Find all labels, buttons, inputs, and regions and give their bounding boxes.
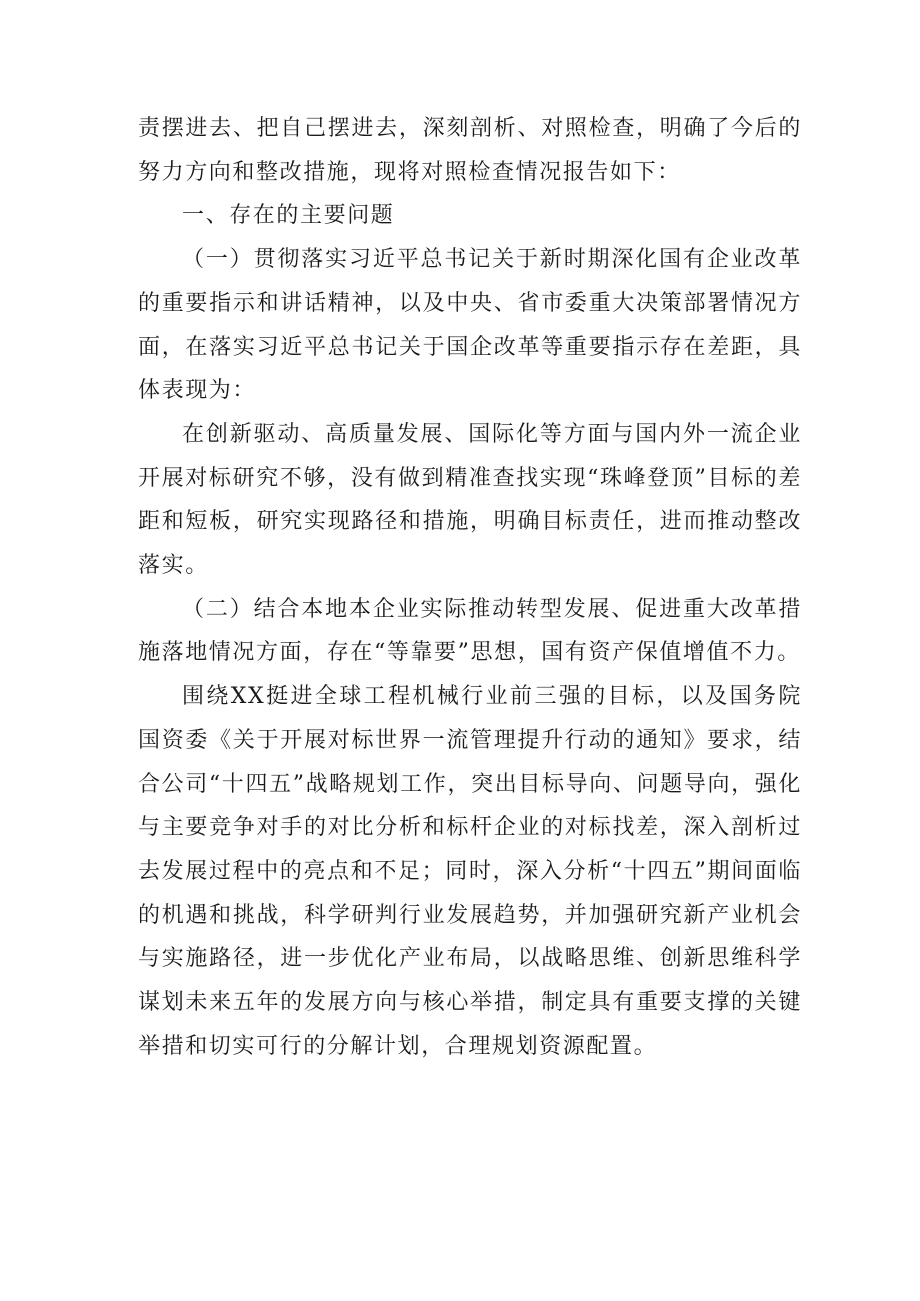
paragraph-body-1: 在创新驱动、高质量发展、国际化等方面与国内外一流企业开展对标研究不够，没有做到精准查找实现“珠峰登顶”目标的差距和短板，研究实现路径和措施，明确目标责任，进而推动整改落实。 [138, 421, 802, 579]
paragraph-subheading-2: （二）结合本地本企业实际推动转型发展、促进重大改革措施落地情况方面，存在“等靠要”思想，国有资产保值增值不力。 [138, 596, 802, 666]
paragraph-subheading-1: （一）贯彻落实习近平总书记关于新时期深化国有企业改革的重要指示和讲话精神，以及中央、省市委重大决策部署情况方面，在落实习近平总书记关于国企改革等重要指示存在差距，具体表现为： [138, 247, 802, 404]
section-heading: 一、存在的主要问题 [182, 203, 395, 229]
document-body [138, 107, 802, 1068]
paragraph-continuation: 责摆进去、把自己摆进去，深刻剖析、对照检查，明确了今后的努力方向和整改措施，现将对照检查情况报告如下： [138, 116, 802, 185]
paragraph-body-2: 围绕XX挺进全球工程机械行业前三强的目标，以及国务院国资委《关于开展对标世界一流管理提升行动的通知》要求，结合公司“十四五”战略规划工作，突出目标导向、问题导向，强化与主要竞争对手的对比分析和标杆企业的对标找差，深入剖析过去发展过程中的亮点和不足；同时，深入分析“十四五”期间面临的机遇和挑战，科学研判行业发展趋势，并加强研究新产业机会与实施路径，进一步优化产业布局，以战略思维、创新思维科学谋划未来五年的发展方向与核心举措，制定具有重要支撑的关键举措和切实可行的分解计划，合理规划资源配置。 [138, 684, 802, 1059]
